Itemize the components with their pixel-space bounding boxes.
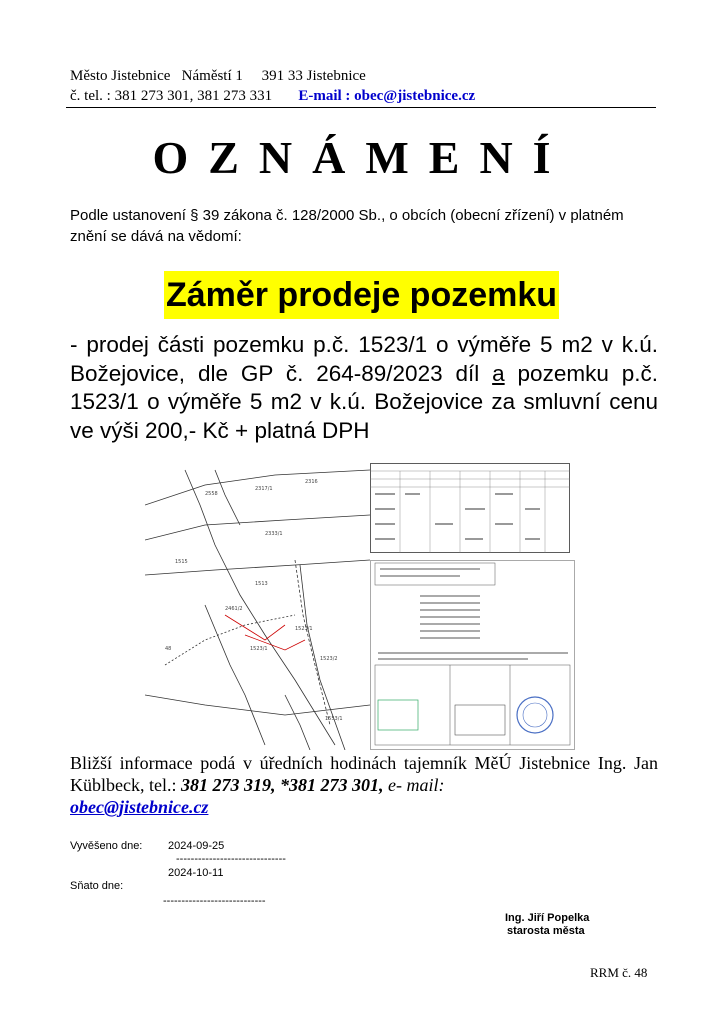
page-title: OZNÁMENÍ <box>152 132 571 183</box>
header-divider <box>66 107 656 108</box>
header-contact-line <box>70 88 475 105</box>
removed-date: 2024-10-11 <box>168 867 224 879</box>
svg-text:2316: 2316 <box>305 479 318 485</box>
body-part-2: pozemku p.č. 1523/1 o výměře 5 m2 v k.ú. Božejovice za smluvní cenu ve výši 200,- Kč + platná DPH <box>70 360 658 443</box>
svg-text:1523/1: 1523/1 <box>250 646 268 652</box>
svg-text:48: 48 <box>165 646 172 652</box>
header-postal: 391 33 Jistebnice <box>261 68 366 84</box>
posted-date: 2024-09-25 <box>168 840 225 852</box>
info-phones: 381 273 319, *381 273 301, <box>180 775 384 795</box>
svg-text:1553/1: 1553/1 <box>325 716 343 722</box>
headline-container <box>0 271 723 319</box>
posted-signature-line: ------------------------------ <box>176 853 286 865</box>
announcement-body <box>70 331 658 445</box>
cadastral-map-image <box>145 465 370 750</box>
svg-text:1515: 1515 <box>175 559 188 565</box>
posted-label: Vyvěšeno dne: <box>70 840 143 852</box>
info-email-label: e- mail: <box>383 775 445 795</box>
svg-text:1513: 1513 <box>255 581 268 587</box>
header-square: Náměstí 1 <box>181 68 243 84</box>
contact-info <box>70 752 658 818</box>
header-address-line <box>70 68 366 85</box>
svg-text:2558: 2558 <box>205 491 218 497</box>
svg-text:2461/2: 2461/2 <box>225 606 243 612</box>
svg-text:2317/1: 2317/1 <box>255 486 273 492</box>
body-underlined-part: a <box>492 360 505 386</box>
info-text: Bližší informace podá v úředních hodinách tajemník MěÚ Jistebnice Ing. Jan Küblbeck, tel.: <box>70 753 658 795</box>
signer-title: starosta města <box>507 925 585 937</box>
info-email-link[interactable]: obec@jistebnice.cz <box>70 797 209 817</box>
intro-text: Podle ustanovení § 39 zákona č. 128/2000 Sb., o obcích (obecní zřízení) v platném znění se dává na vědomí: <box>70 207 624 245</box>
header-phone: č. tel. : 381 273 301, 381 273 331 <box>70 88 273 104</box>
svg-text:2333/1: 2333/1 <box>265 531 283 537</box>
svg-text:1523/2: 1523/2 <box>320 656 338 662</box>
reference-number: RRM č. 48 <box>590 965 648 980</box>
survey-table-image <box>370 463 570 553</box>
headline: Záměr prodeje pozemku <box>164 271 559 319</box>
body-part-1: - prodej části pozemku p.č. 1523/1 o výměře 5 m2 v k.ú. Božejovice, dle GP č. 264-89/2023 díl <box>70 332 658 386</box>
header-org: Město Jistebnice <box>70 68 171 84</box>
geometric-plan-image <box>370 560 575 750</box>
svg-text:1523/1: 1523/1 <box>295 626 313 632</box>
removed-signature-line: ---------------------------- <box>163 895 266 907</box>
removed-label: Sňato dne: <box>70 880 124 892</box>
signer-name: Ing. Jiří Popelka <box>505 912 590 924</box>
header-email-link[interactable]: E-mail : obec@jistebnice.cz <box>298 88 476 104</box>
